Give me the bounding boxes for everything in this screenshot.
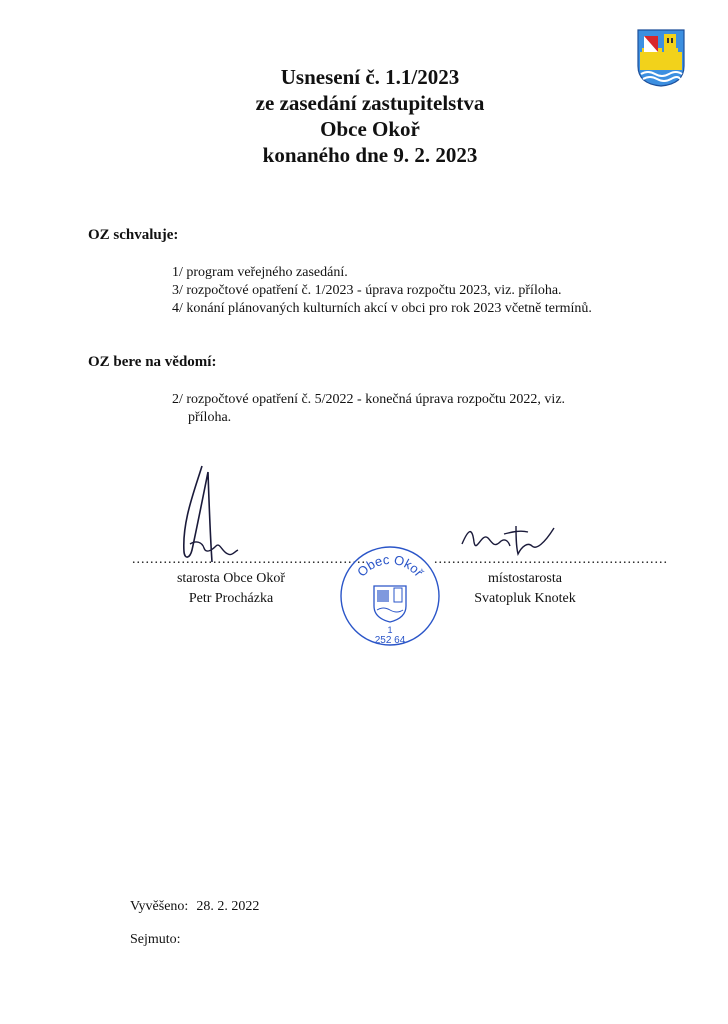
- coat-of-arms-icon: [636, 28, 686, 88]
- list-item: 2/ rozpočtové opatření č. 5/2022 - konečná úprava rozpočtu 2022, viz.: [172, 392, 566, 407]
- title-line-4: konaného dne 9. 2. 2023: [262, 143, 478, 167]
- svg-text:Obec Okoř: [354, 552, 427, 580]
- seal-text: Obec Okoř: [354, 551, 427, 580]
- posted-row: [130, 899, 259, 915]
- deputy-mayor-role: místostarosta: [488, 571, 562, 586]
- removed-label: Sejmuto:: [130, 932, 181, 947]
- mayor-role: starosta Obce Okoř: [176, 571, 286, 586]
- list-item: 1/ program veřejného zasedání.: [172, 265, 348, 280]
- title-line-3: Obce Okoř: [320, 117, 420, 141]
- document-title: [200, 64, 540, 168]
- mayor-name: Petr Procházka: [188, 591, 274, 606]
- municipal-seal-stamp: [338, 544, 442, 648]
- list-item-continuation: příloha.: [188, 410, 232, 425]
- deputy-mayor-block: [460, 569, 590, 609]
- title-line-2: ze zasedání zastupitelstva: [255, 91, 485, 115]
- mayor-signature-line: ....................................................: [132, 552, 366, 567]
- removed-row: [130, 932, 181, 948]
- acknowledges-heading: OZ bere na vědomí:: [88, 354, 217, 370]
- acknowledges-list: [172, 391, 565, 427]
- seal-number: 1: [387, 625, 393, 635]
- posted-date: 28. 2. 2022: [196, 899, 260, 914]
- posted-label: Vyvěšeno:: [130, 899, 189, 914]
- list-item: 3/ rozpočtové opatření č. 1/2023 - úprava rozpočtu 2023, viz. příloha.: [172, 283, 562, 298]
- deputy-mayor-name: Svatopluk Knotek: [474, 591, 576, 606]
- seal-zip: 252 64: [374, 635, 406, 646]
- title-line-1: Usnesení č. 1.1/2023: [280, 65, 460, 89]
- approves-heading: OZ schvaluje:: [88, 227, 179, 243]
- mayor-block: [156, 569, 306, 609]
- list-item: 4/ konání plánovaných kulturních akcí v obci pro rok 2023 včetně termínů.: [172, 301, 592, 316]
- deputy-mayor-signature-line: ....................................................: [434, 552, 668, 567]
- approves-list: [172, 264, 592, 318]
